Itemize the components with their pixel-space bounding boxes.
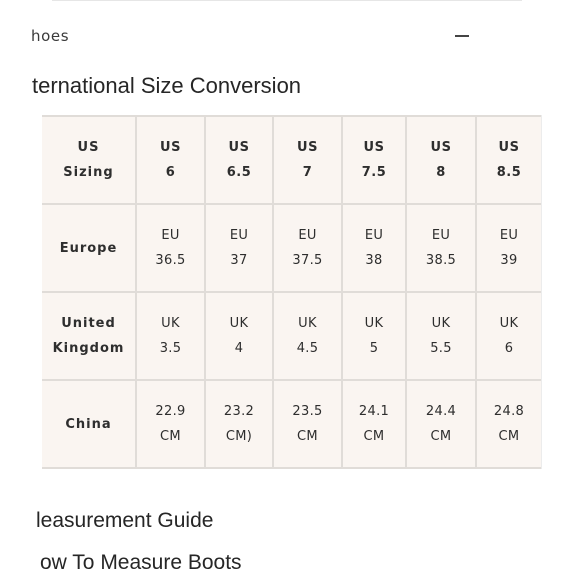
table-cell: US 7 <box>273 116 342 204</box>
table-cell: 24.1 CM <box>342 380 406 468</box>
table-cell: EU 36.5 <box>136 204 205 292</box>
table-cell: EU 38.5 <box>406 204 476 292</box>
size-conversion-table <box>42 115 542 469</box>
row-header-us-sizing: US Sizing <box>42 116 136 204</box>
table-cell: US 7.5 <box>342 116 406 204</box>
table-cell: 24.4 CM <box>406 380 476 468</box>
table-cell: 23.5 CM <box>273 380 342 468</box>
shoes-section-label[interactable]: hoes <box>31 27 70 45</box>
table-cell: EU 37 <box>205 204 273 292</box>
table-cell: UK 4 <box>205 292 273 380</box>
how-to-measure-boots-heading[interactable]: ow To Measure Boots <box>40 551 242 574</box>
row-header-united-kingdom: United Kingdom <box>42 292 136 380</box>
table-right-edge <box>541 115 542 469</box>
table-row <box>42 380 542 468</box>
table-cell: UK 5.5 <box>406 292 476 380</box>
table-cell: EU 37.5 <box>273 204 342 292</box>
table-cell: 24.8 CM <box>476 380 542 468</box>
measurement-guide-heading[interactable]: leasurement Guide <box>36 509 214 532</box>
table-cell: 23.2 CM) <box>205 380 273 468</box>
table-cell: UK 3.5 <box>136 292 205 380</box>
size-conversion-table-container <box>42 115 542 469</box>
table-cell: EU 39 <box>476 204 542 292</box>
table-cell: UK 4.5 <box>273 292 342 380</box>
table-row <box>42 116 542 204</box>
table-cell: 22.9 CM <box>136 380 205 468</box>
top-divider <box>52 0 522 1</box>
table-cell: UK 6 <box>476 292 542 380</box>
table-cell: UK 5 <box>342 292 406 380</box>
row-header-china: China <box>42 380 136 468</box>
minus-icon[interactable] <box>455 35 469 37</box>
table-cell: US 6 <box>136 116 205 204</box>
row-header-europe: Europe <box>42 204 136 292</box>
table-cell: US 6.5 <box>205 116 273 204</box>
table-cell: US 8 <box>406 116 476 204</box>
table-row <box>42 292 542 380</box>
international-size-conversion-heading: ternational Size Conversion <box>32 73 302 98</box>
table-cell: EU 38 <box>342 204 406 292</box>
table-cell: US 8.5 <box>476 116 542 204</box>
table-row <box>42 204 542 292</box>
